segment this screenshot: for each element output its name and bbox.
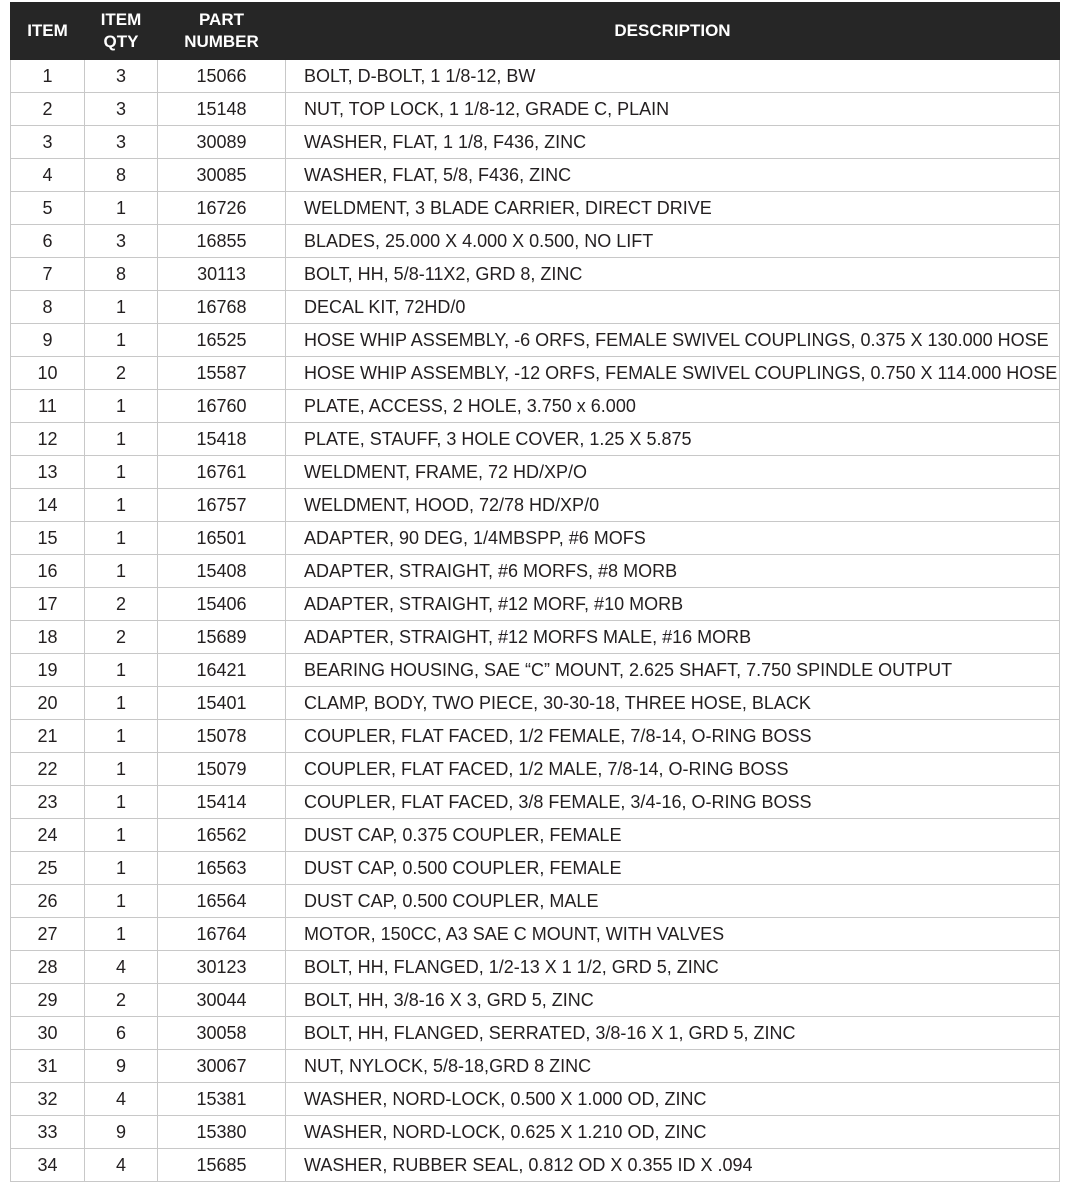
cell-part-number: 16501	[158, 522, 286, 555]
table-row	[11, 258, 1060, 291]
table-row	[11, 1116, 1060, 1149]
cell-description: WASHER, RUBBER SEAL, 0.812 OD X 0.355 ID X .094	[286, 1149, 1060, 1182]
cell-item: 17	[11, 588, 85, 621]
cell-description: ADAPTER, 90 DEG, 1/4MBSPP, #6 MOFS	[286, 522, 1060, 555]
table-row	[11, 819, 1060, 852]
cell-item: 10	[11, 357, 85, 390]
cell-qty: 1	[85, 423, 158, 456]
cell-description: ADAPTER, STRAIGHT, #12 MORFS MALE, #16 MORB	[286, 621, 1060, 654]
cell-description: PLATE, STAUFF, 3 HOLE COVER, 1.25 X 5.875	[286, 423, 1060, 456]
cell-description: BEARING HOUSING, SAE “C” MOUNT, 2.625 SHAFT, 7.750 SPINDLE OUTPUT	[286, 654, 1060, 687]
cell-qty: 1	[85, 819, 158, 852]
cell-description: COUPLER, FLAT FACED, 1/2 FEMALE, 7/8-14, O-RING BOSS	[286, 720, 1060, 753]
table-row	[11, 984, 1060, 1017]
cell-description: COUPLER, FLAT FACED, 1/2 MALE, 7/8-14, O-RING BOSS	[286, 753, 1060, 786]
cell-item: 18	[11, 621, 85, 654]
table-row	[11, 1083, 1060, 1116]
table-row	[11, 654, 1060, 687]
cell-qty: 2	[85, 984, 158, 1017]
cell-item: 3	[11, 126, 85, 159]
cell-description: COUPLER, FLAT FACED, 3/8 FEMALE, 3/4-16, O-RING BOSS	[286, 786, 1060, 819]
cell-qty: 1	[85, 390, 158, 423]
cell-item: 22	[11, 753, 85, 786]
cell-qty: 4	[85, 1083, 158, 1116]
cell-part-number: 16757	[158, 489, 286, 522]
cell-part-number: 30085	[158, 159, 286, 192]
cell-part-number: 15079	[158, 753, 286, 786]
header-qty-line2: QTY	[103, 32, 139, 51]
cell-item: 19	[11, 654, 85, 687]
cell-item: 2	[11, 93, 85, 126]
header-description	[286, 3, 1060, 60]
header-item-label: ITEM	[27, 21, 68, 40]
table-row	[11, 687, 1060, 720]
cell-item: 21	[11, 720, 85, 753]
cell-description: WASHER, FLAT, 1 1/8, F436, ZINC	[286, 126, 1060, 159]
cell-item: 16	[11, 555, 85, 588]
parts-table	[10, 2, 1060, 1182]
cell-description: DUST CAP, 0.500 COUPLER, FEMALE	[286, 852, 1060, 885]
cell-description: DUST CAP, 0.500 COUPLER, MALE	[286, 885, 1060, 918]
table-row	[11, 225, 1060, 258]
cell-item: 33	[11, 1116, 85, 1149]
cell-part-number: 15078	[158, 720, 286, 753]
cell-item: 23	[11, 786, 85, 819]
cell-item: 27	[11, 918, 85, 951]
cell-part-number: 16525	[158, 324, 286, 357]
cell-description: NUT, NYLOCK, 5/8-18,GRD 8 ZINC	[286, 1050, 1060, 1083]
cell-part-number: 30123	[158, 951, 286, 984]
cell-item: 31	[11, 1050, 85, 1083]
cell-part-number: 15685	[158, 1149, 286, 1182]
cell-part-number: 16726	[158, 192, 286, 225]
cell-description: BOLT, D-BOLT, 1 1/8-12, BW	[286, 60, 1060, 93]
cell-item: 25	[11, 852, 85, 885]
header-part-line1: PART	[198, 10, 244, 29]
cell-qty: 1	[85, 291, 158, 324]
cell-description: ADAPTER, STRAIGHT, #6 MORFS, #8 MORB	[286, 555, 1060, 588]
table-body	[11, 60, 1060, 1182]
table-row	[11, 885, 1060, 918]
cell-item: 6	[11, 225, 85, 258]
cell-item: 9	[11, 324, 85, 357]
cell-item: 15	[11, 522, 85, 555]
cell-item: 12	[11, 423, 85, 456]
cell-part-number: 16768	[158, 291, 286, 324]
table-row	[11, 522, 1060, 555]
table-row	[11, 192, 1060, 225]
cell-description: BOLT, HH, FLANGED, SERRATED, 3/8-16 X 1, GRD 5, ZINC	[286, 1017, 1060, 1050]
table-row	[11, 1149, 1060, 1182]
cell-part-number: 16760	[158, 390, 286, 423]
cell-item: 11	[11, 390, 85, 423]
table-row	[11, 588, 1060, 621]
cell-description: WASHER, NORD-LOCK, 0.625 X 1.210 OD, ZINC	[286, 1116, 1060, 1149]
cell-part-number: 15414	[158, 786, 286, 819]
cell-qty: 2	[85, 621, 158, 654]
cell-qty: 8	[85, 159, 158, 192]
header-row	[11, 3, 1060, 60]
cell-item: 30	[11, 1017, 85, 1050]
cell-part-number: 30113	[158, 258, 286, 291]
table-row	[11, 720, 1060, 753]
cell-part-number: 16855	[158, 225, 286, 258]
cell-qty: 1	[85, 753, 158, 786]
table-row	[11, 357, 1060, 390]
cell-qty: 9	[85, 1116, 158, 1149]
table-row	[11, 390, 1060, 423]
cell-qty: 1	[85, 654, 158, 687]
table-row	[11, 126, 1060, 159]
cell-qty: 8	[85, 258, 158, 291]
table-row	[11, 1017, 1060, 1050]
cell-part-number: 15587	[158, 357, 286, 390]
cell-part-number: 15401	[158, 687, 286, 720]
parts-list	[10, 2, 1059, 1182]
cell-part-number: 16764	[158, 918, 286, 951]
cell-item: 26	[11, 885, 85, 918]
cell-qty: 1	[85, 192, 158, 225]
table-row	[11, 852, 1060, 885]
cell-qty: 3	[85, 60, 158, 93]
cell-item: 14	[11, 489, 85, 522]
table-row	[11, 159, 1060, 192]
table-header	[11, 3, 1060, 60]
cell-qty: 1	[85, 555, 158, 588]
cell-item: 13	[11, 456, 85, 489]
cell-part-number: 15381	[158, 1083, 286, 1116]
cell-description: BOLT, HH, 3/8-16 X 3, GRD 5, ZINC	[286, 984, 1060, 1017]
cell-part-number: 15380	[158, 1116, 286, 1149]
cell-qty: 1	[85, 489, 158, 522]
cell-qty: 3	[85, 93, 158, 126]
cell-description: CLAMP, BODY, TWO PIECE, 30-30-18, THREE HOSE, BLACK	[286, 687, 1060, 720]
cell-part-number: 16564	[158, 885, 286, 918]
cell-item: 24	[11, 819, 85, 852]
cell-qty: 3	[85, 225, 158, 258]
cell-description: WELDMENT, FRAME, 72 HD/XP/O	[286, 456, 1060, 489]
cell-qty: 1	[85, 522, 158, 555]
table-row	[11, 951, 1060, 984]
cell-description: DECAL KIT, 72HD/0	[286, 291, 1060, 324]
cell-description: MOTOR, 150CC, A3 SAE C MOUNT, WITH VALVES	[286, 918, 1060, 951]
cell-part-number: 15689	[158, 621, 286, 654]
cell-item: 1	[11, 60, 85, 93]
cell-description: HOSE WHIP ASSEMBLY, -6 ORFS, FEMALE SWIVEL COUPLINGS, 0.375 X 130.000 HOSE	[286, 324, 1060, 357]
cell-part-number: 15408	[158, 555, 286, 588]
cell-qty: 2	[85, 588, 158, 621]
table-row	[11, 1050, 1060, 1083]
cell-item: 5	[11, 192, 85, 225]
cell-qty: 9	[85, 1050, 158, 1083]
cell-part-number: 16421	[158, 654, 286, 687]
cell-qty: 1	[85, 720, 158, 753]
cell-part-number: 15418	[158, 423, 286, 456]
cell-description: WELDMENT, 3 BLADE CARRIER, DIRECT DRIVE	[286, 192, 1060, 225]
cell-part-number: 30058	[158, 1017, 286, 1050]
cell-part-number: 16563	[158, 852, 286, 885]
cell-part-number: 16562	[158, 819, 286, 852]
header-item	[11, 3, 85, 60]
cell-item: 28	[11, 951, 85, 984]
table-row	[11, 786, 1060, 819]
header-part-number	[158, 3, 286, 60]
header-qty-line1: ITEM	[100, 10, 142, 29]
cell-qty: 3	[85, 126, 158, 159]
table-row	[11, 489, 1060, 522]
table-row	[11, 93, 1060, 126]
table-row	[11, 753, 1060, 786]
cell-part-number: 15148	[158, 93, 286, 126]
cell-qty: 4	[85, 951, 158, 984]
cell-description: WASHER, NORD-LOCK, 0.500 X 1.000 OD, ZINC	[286, 1083, 1060, 1116]
cell-item: 34	[11, 1149, 85, 1182]
cell-part-number: 16761	[158, 456, 286, 489]
cell-qty: 1	[85, 852, 158, 885]
cell-description: HOSE WHIP ASSEMBLY, -12 ORFS, FEMALE SWIVEL COUPLINGS, 0.750 X 114.000 HOSE	[286, 357, 1060, 390]
table-row	[11, 555, 1060, 588]
header-part-line2: NUMBER	[184, 32, 259, 51]
cell-part-number: 30089	[158, 126, 286, 159]
cell-description: DUST CAP, 0.375 COUPLER, FEMALE	[286, 819, 1060, 852]
cell-description: BOLT, HH, 5/8-11X2, GRD 8, ZINC	[286, 258, 1060, 291]
table-row	[11, 621, 1060, 654]
cell-part-number: 15066	[158, 60, 286, 93]
cell-qty: 1	[85, 687, 158, 720]
cell-item: 29	[11, 984, 85, 1017]
header-description-label: DESCRIPTION	[614, 21, 731, 40]
cell-qty: 1	[85, 786, 158, 819]
table-row	[11, 456, 1060, 489]
table-row	[11, 918, 1060, 951]
header-item-qty	[85, 3, 158, 60]
cell-item: 20	[11, 687, 85, 720]
table-row	[11, 60, 1060, 93]
cell-qty: 2	[85, 357, 158, 390]
table-row	[11, 324, 1060, 357]
cell-description: WASHER, FLAT, 5/8, F436, ZINC	[286, 159, 1060, 192]
cell-description: WELDMENT, HOOD, 72/78 HD/XP/0	[286, 489, 1060, 522]
cell-part-number: 30067	[158, 1050, 286, 1083]
cell-description: NUT, TOP LOCK, 1 1/8-12, GRADE C, PLAIN	[286, 93, 1060, 126]
table-row	[11, 291, 1060, 324]
cell-description: ADAPTER, STRAIGHT, #12 MORF, #10 MORB	[286, 588, 1060, 621]
cell-qty: 4	[85, 1149, 158, 1182]
cell-qty: 1	[85, 456, 158, 489]
cell-qty: 6	[85, 1017, 158, 1050]
cell-qty: 1	[85, 324, 158, 357]
cell-description: BOLT, HH, FLANGED, 1/2-13 X 1 1/2, GRD 5, ZINC	[286, 951, 1060, 984]
cell-qty: 1	[85, 918, 158, 951]
cell-qty: 1	[85, 885, 158, 918]
cell-item: 4	[11, 159, 85, 192]
cell-part-number: 15406	[158, 588, 286, 621]
cell-item: 32	[11, 1083, 85, 1116]
cell-part-number: 30044	[158, 984, 286, 1017]
table-row	[11, 423, 1060, 456]
cell-description: BLADES, 25.000 X 4.000 X 0.500, NO LIFT	[286, 225, 1060, 258]
cell-description: PLATE, ACCESS, 2 HOLE, 3.750 x 6.000	[286, 390, 1060, 423]
cell-item: 7	[11, 258, 85, 291]
cell-item: 8	[11, 291, 85, 324]
